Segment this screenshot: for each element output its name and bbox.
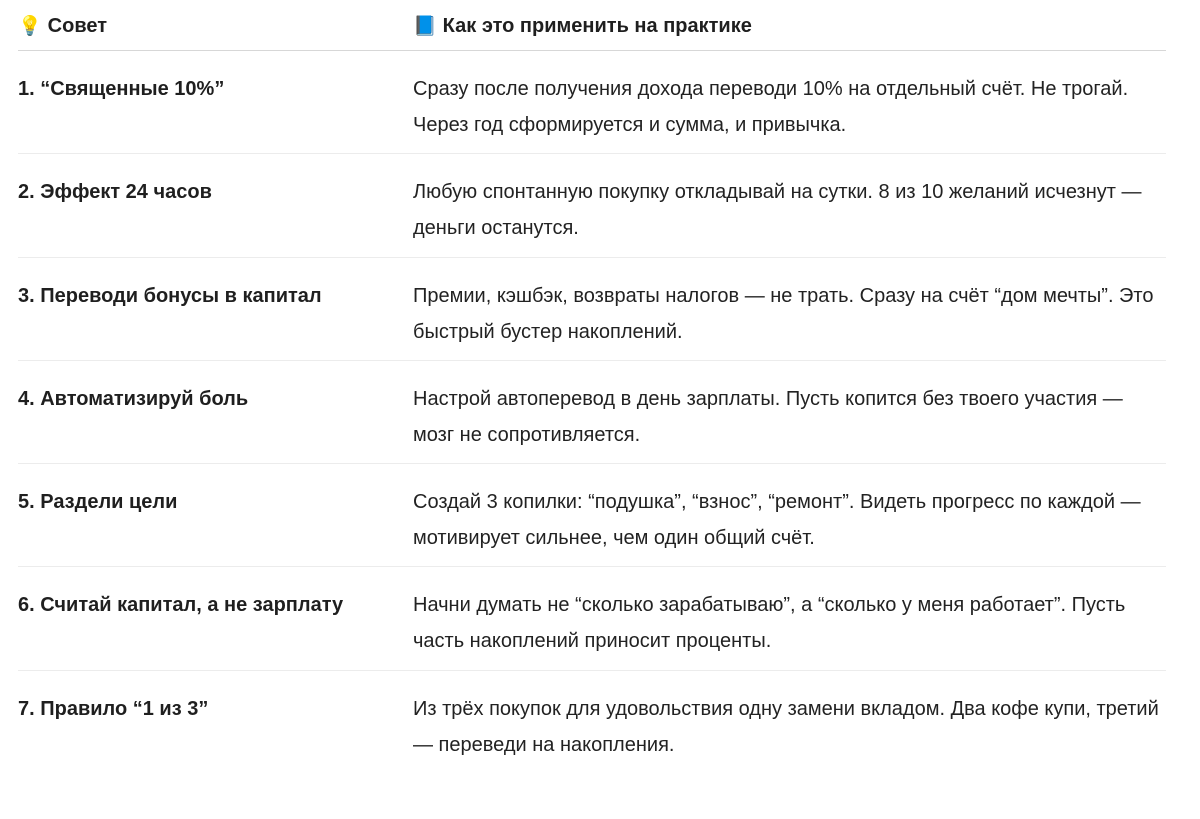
tip-cell: 4. Автоматизируй боль	[18, 387, 249, 410]
table-row	[18, 567, 1166, 670]
header-practice-label: Как это применить на практике	[442, 14, 752, 37]
tip-cell: 3. Переводи бонусы в капитал	[18, 284, 322, 307]
practice-cell: Из трёх покупок для удовольствия одну замени вкладом. Два кофе купи, третий — переведи на накопления.	[413, 697, 1159, 756]
table-row	[18, 361, 1166, 464]
tip-cell: 7. Правило “1 из 3”	[18, 697, 209, 720]
table-row	[18, 258, 1166, 361]
table-header	[18, 0, 1166, 51]
table-row	[18, 671, 1166, 774]
tip-cell: 6. Считай капитал, а не зарплату	[18, 594, 344, 617]
tips-table	[18, 0, 1166, 774]
header-tip-label: Совет	[47, 14, 108, 37]
header-practice	[413, 15, 1166, 38]
table-row	[18, 464, 1166, 567]
practice-cell: Настрой автоперевод в день зарплаты. Пусть копится без твоего участия — мозг не сопротивляется.	[413, 387, 1123, 446]
practice-cell: Любую спонтанную покупку откладывай на сутки. 8 из 10 желаний исчезнут — деньги останутся.	[413, 181, 1142, 240]
tip-cell: 1. “Священные 10%”	[18, 78, 225, 100]
tip-cell: 2. Эффект 24 часов	[18, 181, 212, 204]
table-row	[18, 51, 1166, 154]
practice-cell: Создай 3 копилки: “подушка”, “взнос”, “ремонт”. Видеть прогресс по каждой — мотивирует сильнее, чем один общий счёт.	[413, 491, 1141, 550]
header-tip	[18, 15, 413, 38]
lightbulb-icon: 💡	[18, 15, 42, 37]
practice-cell: Сразу после получения дохода переводи 10% на отдельный счёт. Не трогай. Через год сформируется и сумма, и привычка.	[413, 78, 1129, 136]
practice-cell: Начни думать не “сколько зарабатываю”, а “сколько у меня работает”. Пусть часть накоплений приносит проценты.	[413, 594, 1126, 653]
table-row	[18, 154, 1166, 257]
blue-book-icon: 📘	[413, 15, 437, 37]
practice-cell: Премии, кэшбэк, возвраты налогов — не трать. Сразу на счёт “дом мечты”. Это быстрый бустер накоплений.	[413, 284, 1154, 343]
tip-cell: 5. Раздели цели	[18, 491, 178, 514]
